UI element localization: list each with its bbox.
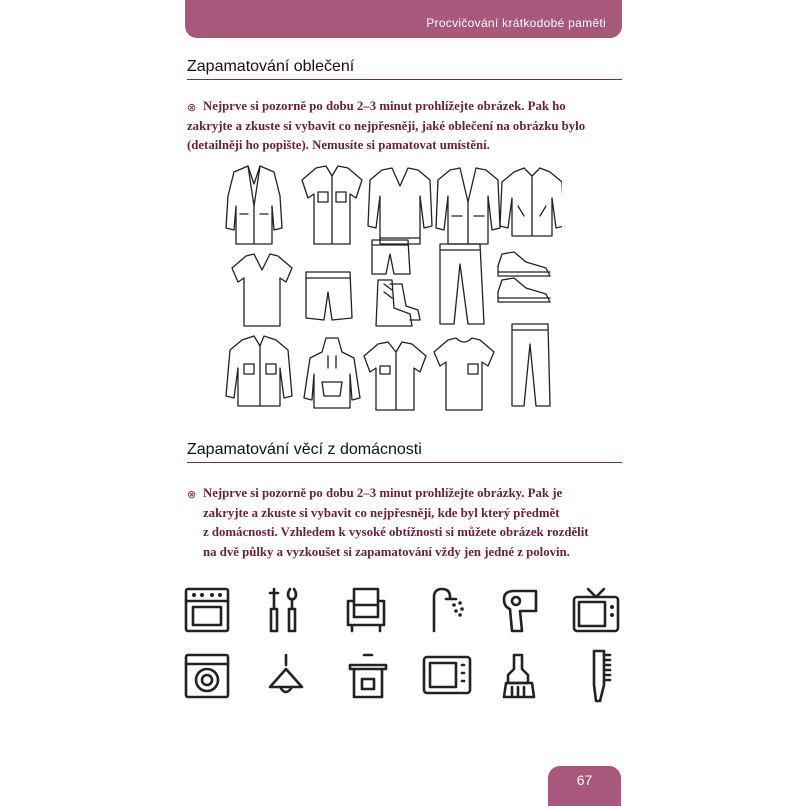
page-number: 67: [576, 772, 593, 788]
household-icons: [182, 585, 642, 715]
instruction-line: Nejprve si pozorně po dobu 2–3 minut prohlížejte obrázky. Pak je: [203, 486, 563, 500]
ceiling-lamp-icon: [270, 655, 302, 692]
running-title: Procvičování krátkodobé paměti: [426, 16, 606, 30]
instruction-line: zakryjte a zkuste si vybavit co nejpřesněji, jaké oblečení na obrázku bylo: [187, 118, 586, 133]
v-neck-sweater-drawing: [368, 168, 432, 244]
hair-dryer-icon: [504, 591, 536, 631]
section-divider: [187, 79, 622, 80]
running-header: [185, 0, 622, 38]
sneaker-2-drawing: [498, 278, 550, 302]
tv-icon: [574, 589, 618, 631]
instruction-line: (detailněji ho popište). Nemusíte si pamatovat umístění.: [187, 138, 490, 152]
high-top-boots-drawing: [376, 280, 420, 326]
jeans-drawing: [512, 324, 550, 406]
long-trousers-drawing: [440, 244, 484, 324]
blazer-drawing: [226, 166, 282, 244]
shorts-drawing: [306, 272, 352, 320]
bullet-icon: ⊗: [187, 488, 197, 501]
short-trousers-drawing: [372, 240, 410, 274]
instruction-line: Nejprve si pozorně po dobu 2–3 minut prohlížejte obrázek. Pak ho: [203, 99, 566, 113]
instructions-household: [203, 484, 643, 562]
cardigan-drawing: [436, 168, 500, 244]
pot-icon: [350, 655, 386, 697]
instructions-clothes: [187, 97, 643, 156]
comb-icon: [594, 651, 610, 701]
instruction-line: zakryjte a zkuste si vybavit co nejpřesněji, kde byl který předmět: [203, 505, 560, 520]
zip-jacket-drawing: [500, 168, 562, 236]
instruction-line: z domácnosti. Vzhledem k vysoké obtížnosti si můžete obrázek rozdělit: [203, 525, 589, 539]
page-number-tab: [548, 766, 621, 806]
section-title-household: Zapamatování věcí z domácnosti: [187, 441, 422, 458]
sneaker-drawing: [498, 252, 550, 276]
clothing-illustration: [222, 162, 562, 412]
long-sleeve-shirt-drawing: [226, 336, 292, 406]
washing-machine-icon: [186, 655, 228, 697]
short-sleeve-shirt-drawing: [302, 166, 362, 244]
brush-icon: [504, 655, 534, 697]
tools-icon: [270, 589, 296, 631]
v-neck-tshirt-drawing: [232, 254, 292, 326]
armchair-icon: [348, 589, 384, 631]
short-sleeve-shirt-2-drawing: [364, 342, 426, 410]
microwave-icon: [424, 657, 470, 693]
stove-icon: [186, 589, 228, 631]
hoodie-drawing: [304, 338, 360, 408]
bullet-icon: ⊗: [187, 101, 197, 114]
section-title-clothes: Zapamatování oblečení: [187, 58, 355, 75]
pocket-tshirt-drawing: [434, 338, 494, 410]
section-divider: [187, 462, 622, 463]
shower-icon: [434, 589, 464, 631]
instruction-line: na dvě půlky a vyzkoušet si zapamatování vždy jen jedné z polovin.: [203, 544, 570, 559]
